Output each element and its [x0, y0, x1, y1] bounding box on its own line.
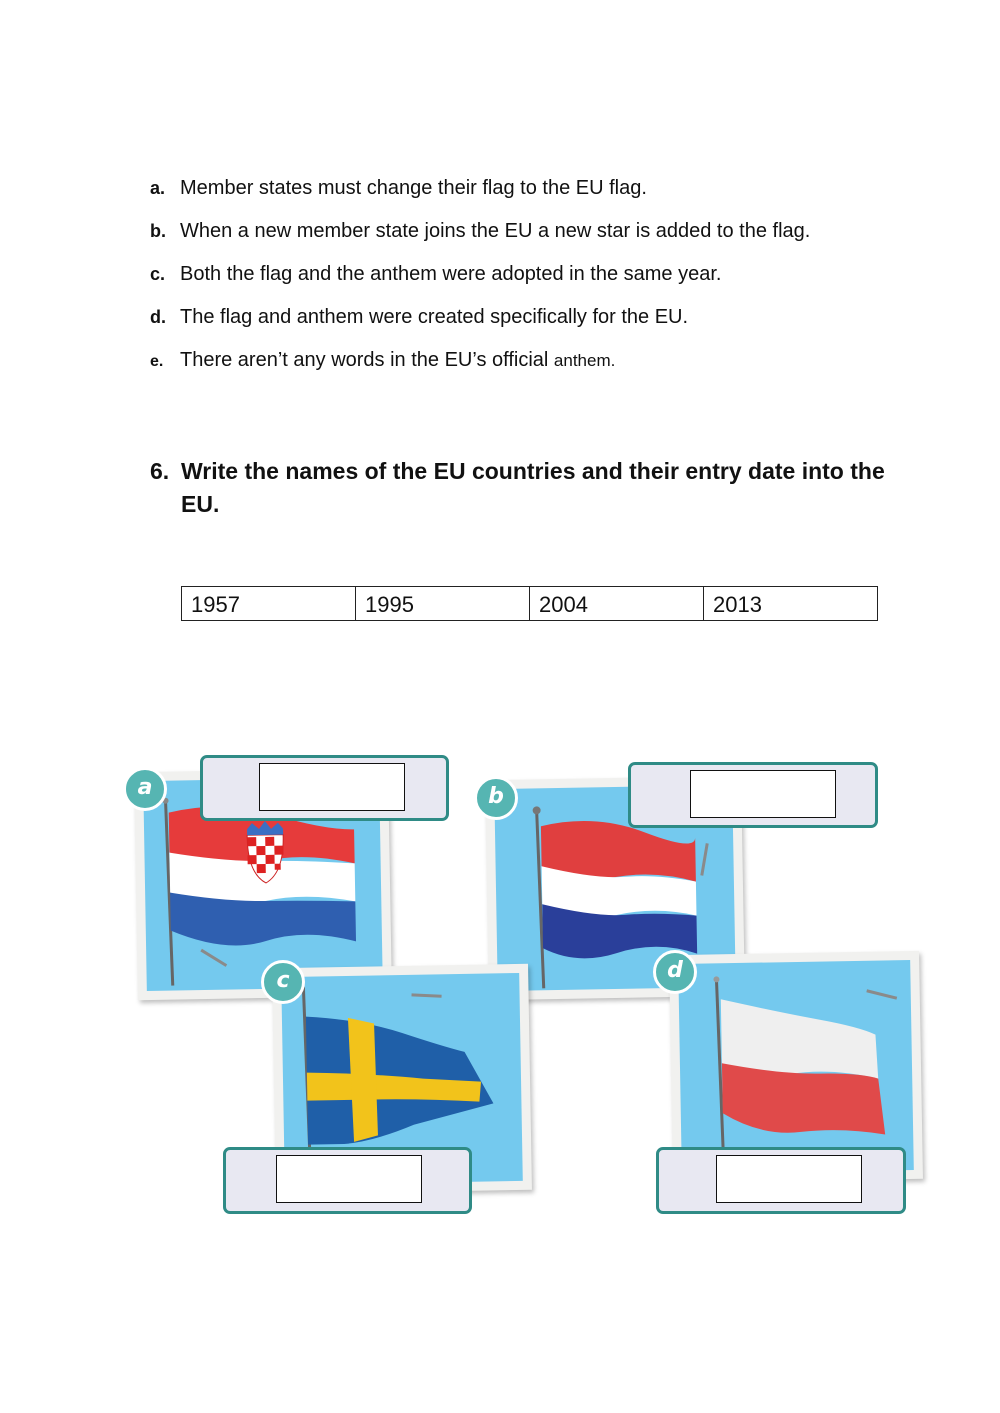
statement-letter: e.	[150, 353, 164, 370]
year-cell: 2013	[704, 587, 878, 621]
answer-input-c[interactable]	[276, 1155, 422, 1203]
answer-input-d[interactable]	[716, 1155, 862, 1203]
question-6	[150, 455, 890, 521]
sky-background	[678, 960, 914, 1174]
statement-d	[150, 305, 910, 348]
pole-top	[713, 976, 719, 982]
question-number: 6.	[150, 458, 170, 484]
entry-years-table	[181, 586, 878, 621]
question-text: Write the names of the EU countries and their entry date into the EU.	[181, 458, 885, 517]
statement-letter: c.	[150, 264, 166, 284]
answer-box-c	[223, 1147, 472, 1214]
clip-pin	[412, 994, 442, 997]
statement-text	[180, 348, 615, 373]
table-row	[182, 587, 878, 621]
statement-a	[150, 176, 910, 219]
year-cell: 1957	[182, 587, 356, 621]
clip-pin	[867, 990, 897, 999]
statement-b	[150, 219, 910, 262]
statement-text-main: There aren’t any words in the EU’s official	[180, 349, 549, 371]
statement-letter: a.	[150, 178, 166, 198]
answer-box-a	[200, 755, 449, 821]
pole-top	[533, 806, 541, 814]
statement-c	[150, 262, 910, 305]
statement-e	[150, 348, 910, 391]
label-badge-b: b	[474, 776, 518, 820]
answer-input-b[interactable]	[690, 770, 836, 818]
year-cell: 2004	[530, 587, 704, 621]
statement-letter: b.	[150, 221, 166, 241]
clip-pin	[701, 843, 708, 875]
label-badge-c: c	[261, 960, 305, 1004]
true-false-statements	[150, 176, 910, 391]
label-badge-d: d	[653, 950, 697, 994]
answer-box-d	[656, 1147, 906, 1214]
statement-text-tail: anthem.	[553, 351, 616, 370]
answer-box-b	[628, 762, 878, 828]
statement-text: Member states must change their flag to the EU flag.	[180, 177, 647, 199]
clip-pin	[201, 950, 226, 966]
statement-text: When a new member state joins the EU a new star is added to the flag.	[180, 220, 811, 242]
statement-letter: d.	[150, 307, 166, 327]
poland-flag-image	[678, 960, 914, 1174]
label-badge-a: a	[123, 767, 167, 811]
answer-input-a[interactable]	[259, 763, 405, 811]
statement-text: Both the flag and the anthem were adopted in the same year.	[180, 263, 722, 285]
statement-text: The flag and anthem were created specifically for the EU.	[180, 306, 689, 328]
year-cell: 1995	[356, 587, 530, 621]
